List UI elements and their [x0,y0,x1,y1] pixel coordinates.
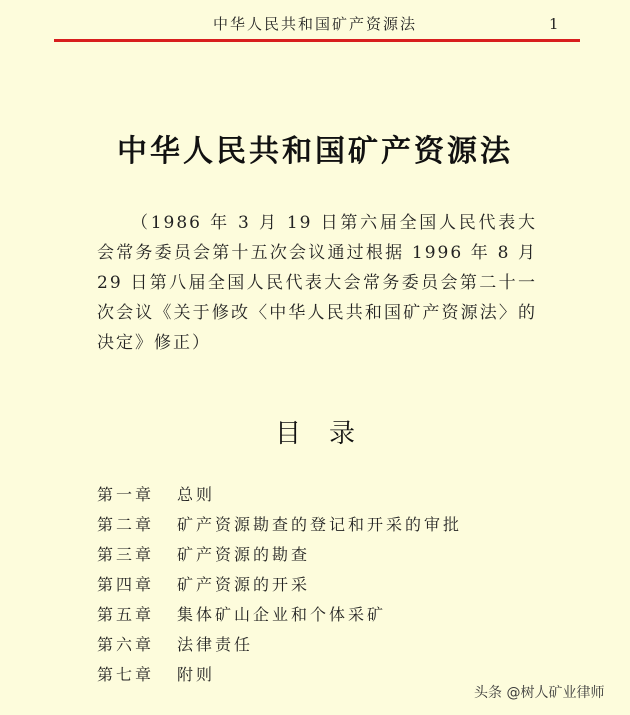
toc-item[interactable] [97,480,577,510]
toc-chapter-number: 第七章 [97,665,155,684]
toc-chapter-title: 矿产资源的勘查 [177,545,311,564]
toc-chapter-title: 附则 [177,665,216,684]
toc-chapter-number: 第五章 [97,605,155,624]
toc-chapter-number: 第一章 [97,485,155,504]
toc-chapter-title: 集体矿山企业和个体采矿 [177,605,387,624]
running-header-title: 中华人民共和国矿产资源法 [212,15,417,33]
toc-item[interactable] [97,540,577,570]
toc-chapter-number: 第六章 [97,635,155,654]
toc-heading-char: 录 [329,419,356,449]
toc-chapter-number: 第二章 [97,515,155,534]
amendment-note: （1986 年 3 月 19 日第六届全国人民代表大会常务委员会第十五次会议通过根据 1996 年 8 月 29 日第八届全国人民代表大会常务委员会第二十一次会议《关于修改〈中华人民共和国矿产资源法〉的决定》修正） [97,213,537,353]
toc-chapter-title: 法律责任 [177,635,254,654]
source-watermark: 头条 @树人矿业律师 [474,685,605,701]
document-title: 中华人民共和国矿产资源法 [117,134,513,169]
toc-heading [0,413,630,450]
toc-chapter-number: 第三章 [97,545,155,564]
toc-chapter-title: 矿产资源勘查的登记和开采的审批 [177,515,463,534]
toc-item[interactable] [97,570,577,600]
toc-item[interactable] [97,630,577,660]
header-divider [54,39,580,42]
toc-item[interactable] [97,600,577,630]
toc-list [97,480,577,690]
toc-heading-char: 目 [274,419,301,449]
toc-chapter-title: 矿产资源的开采 [177,575,311,594]
page-number: 1 [549,15,559,33]
toc-item[interactable] [97,510,577,540]
toc-chapter-title: 总则 [177,485,216,504]
toc-chapter-number: 第四章 [97,575,155,594]
